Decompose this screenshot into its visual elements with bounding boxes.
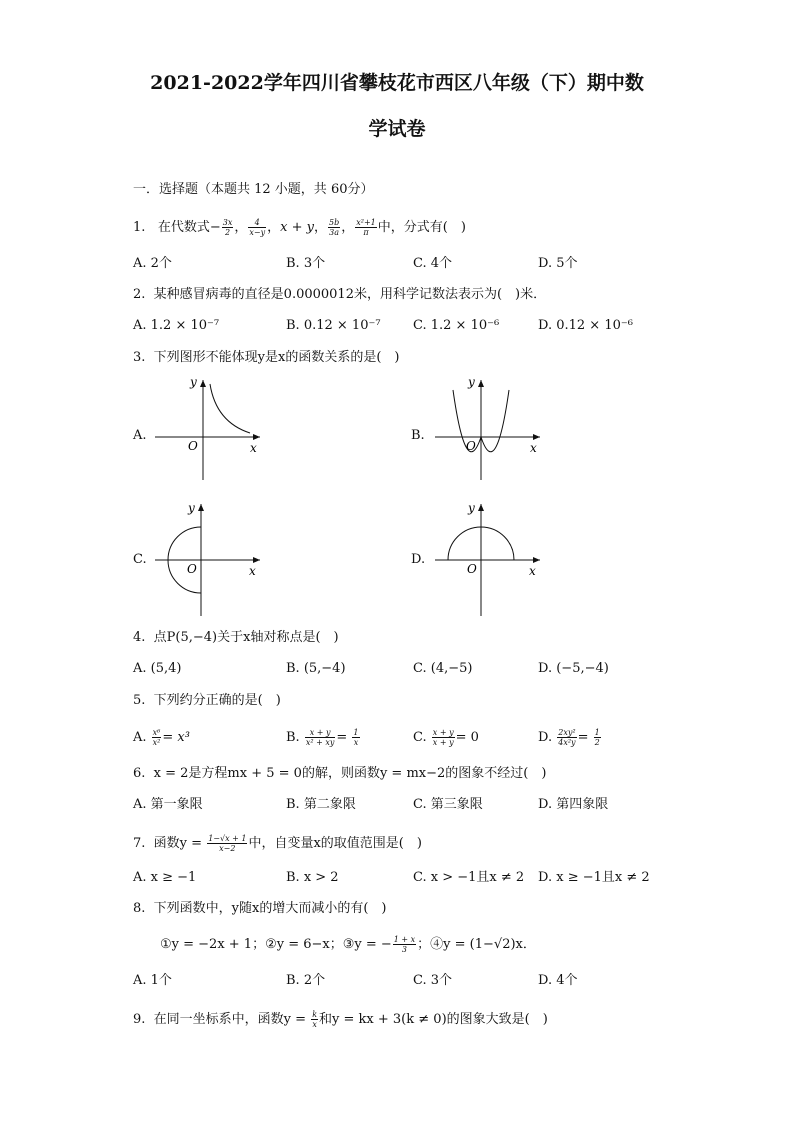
q7-option-b[interactable]: B. x > 2	[286, 870, 339, 885]
q5-option-c[interactable]: C. $\frac{x + y}{x + y}$ = 0	[413, 728, 479, 747]
q7-option-d[interactable]: D. x ≥ −1且x ≠ 2	[538, 870, 650, 885]
q3c-y-label: y	[188, 501, 195, 515]
q3-graph-a	[150, 372, 270, 482]
q9-suffix: 和y = kx + 3(k ≠ 0)的图象大致是( )	[319, 1012, 548, 1027]
q3c-x-label: x	[249, 564, 256, 578]
q7-prefix: 函数y =	[153, 836, 203, 851]
title-line-1: 2021-2022学年四川省攀枝花市西区八年级（下）期中数	[150, 72, 644, 94]
q2-option-b[interactable]: B. 0.12 × 10⁻⁷	[286, 318, 381, 333]
q5-option-a[interactable]: A. $\frac{\text{x⁶}}{\text{x²}}$ = x³	[133, 728, 190, 747]
q8-number: 8.	[133, 901, 146, 916]
q3a-origin: O	[188, 439, 198, 453]
q5-option-b[interactable]: B. $\frac{x + y}{\text{x² + xy}}$ = $\frac{1}{x}$	[286, 728, 359, 747]
q7-number: 7.	[133, 836, 146, 851]
q9-number: 9.	[133, 1012, 146, 1027]
q8-option-c[interactable]: C. 3个	[413, 973, 453, 988]
title-line-2: 学试卷	[368, 118, 426, 140]
q3a-y-label: y	[190, 375, 197, 389]
q1-option-b[interactable]: B. 3个	[286, 256, 326, 271]
q2-option-d[interactable]: D. 0.12 × 10⁻⁶	[538, 318, 633, 333]
q3-graph-b	[430, 372, 550, 482]
question-4	[133, 629, 339, 647]
q5-text: 下列约分正确的是( )	[153, 693, 281, 708]
q6-option-a[interactable]: A. 第一象限	[133, 797, 203, 812]
q4-option-b[interactable]: B. (5,−4)	[286, 661, 346, 676]
q3-option-d[interactable]: D.	[411, 552, 426, 567]
q1-prefix: 在代数式	[157, 220, 210, 235]
question-8	[133, 900, 387, 918]
q4-option-d[interactable]: D. (−5,−4)	[538, 661, 609, 676]
q2-number: 2.	[133, 287, 146, 302]
q3d-x-label: x	[529, 564, 536, 578]
section-heading: 一．选择题（本题共 12 小题，共 60分）	[133, 182, 374, 197]
q7-option-a[interactable]: A. x ≥ −1	[133, 870, 197, 885]
q3a-x-label: x	[250, 441, 257, 455]
q3-number: 3.	[133, 350, 146, 365]
q3-option-a[interactable]: A.	[133, 428, 147, 443]
q6-number: 6.	[133, 766, 146, 781]
q8-option-a[interactable]: A. 1个	[133, 973, 172, 988]
q3-text: 下列图形不能体现y是x的函数关系的是( )	[153, 350, 400, 365]
q7-option-c[interactable]: C. x > −1且x ≠ 2	[413, 870, 525, 885]
q4-number: 4.	[133, 630, 146, 645]
q3d-y-label: y	[468, 501, 475, 515]
q3b-x-label: x	[530, 441, 537, 455]
q4-text: 点P(5,−4)关于x轴对称点是( )	[153, 630, 339, 645]
q3d-origin: O	[467, 562, 477, 576]
q3c-origin: O	[187, 562, 197, 576]
question-2	[133, 286, 546, 304]
q8-option-b[interactable]: B. 2个	[286, 973, 326, 988]
q9-prefix: 在同一坐标系中，函数y =	[153, 1012, 307, 1027]
q2-option-a[interactable]: A. 1.2 × 10⁻⁷	[133, 318, 220, 333]
q6-text: x = 2是方程mx + 5 = 0的解，则函数y = mx−2的图象不经过( )	[153, 766, 547, 781]
q6-option-d[interactable]: D. 第四象限	[538, 797, 609, 812]
q3-graph-c	[150, 500, 270, 618]
question-3	[133, 349, 400, 367]
q1-option-d[interactable]: D. 5个	[538, 256, 578, 271]
q2-option-c[interactable]: C. 1.2 × 10⁻⁶	[413, 318, 500, 333]
q8-option-d[interactable]: D. 4个	[538, 973, 578, 988]
question-6	[133, 765, 546, 783]
q8-text: 下列函数中，y随x的增大而减小的有( )	[153, 901, 387, 916]
q1-number: 1.	[133, 220, 146, 235]
q7-suffix: 中，自变量x的取值范围是( )	[248, 836, 422, 851]
q8-items: ①y = −2x + 1；②y = 6−x；③y = − $\frac{1 + x}{3}$ ；④y = (1−√2)x．	[160, 935, 536, 954]
q5-number: 5.	[133, 693, 146, 708]
q3b-origin: O	[466, 439, 476, 453]
q6-option-c[interactable]: C. 第三象限	[413, 797, 483, 812]
question-7: 7. 函数y = $\frac{1-√x + 1}{x-2}$ 中，自变量x的取值范围是( )	[133, 834, 422, 853]
q3-option-c[interactable]: C.	[133, 552, 147, 567]
q1-option-c[interactable]: C. 4个	[413, 256, 453, 271]
q4-option-c[interactable]: C. (4,−5)	[413, 661, 473, 676]
q1-option-a[interactable]: A. 2个	[133, 256, 172, 271]
q6-option-b[interactable]: B. 第二象限	[286, 797, 356, 812]
q1-suffix: 中，分式有( )	[377, 220, 466, 235]
question-1: 1. 在代数式− $\frac{3x}{2}$ ， $\frac{4}{x-y}$ ，x + y， $\frac{5b}{3a}$ ， $\frac{\text{x²+1}}{\pi}$ 中，分式有( )	[133, 218, 466, 237]
q3-option-b[interactable]: B.	[411, 428, 425, 443]
q3b-y-label: y	[468, 375, 475, 389]
q5-option-d[interactable]: D. $\frac{\text{2xy²}}{\text{4x²y}}$ = $\frac{1}{2}$	[538, 728, 600, 747]
question-5	[133, 692, 281, 710]
q2-text: 某种感冒病毒的直径是0.0000012米，用科学记数法表示为( )米．	[153, 287, 547, 302]
q4-option-a[interactable]: A. (5,4)	[133, 661, 182, 676]
question-9: 9. 在同一坐标系中，函数y = $\frac{k}{x}$ 和y = kx + 3(k ≠ 0)的图象大致是( )	[133, 1010, 548, 1029]
q3-graph-d	[430, 500, 550, 618]
